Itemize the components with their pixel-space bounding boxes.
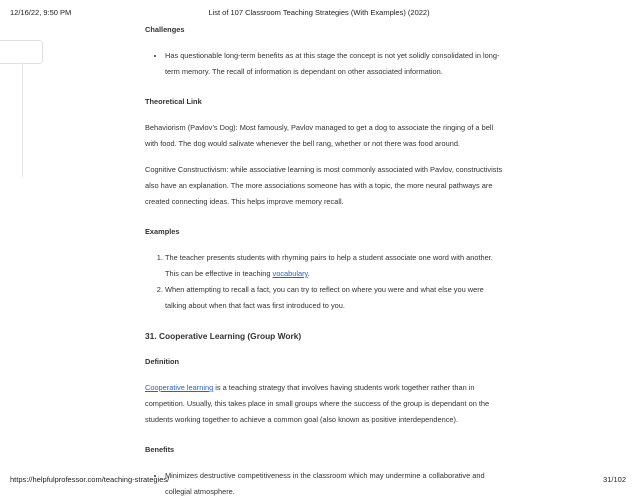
- definition-text: is a teaching strategy that involves having students work together rather than in competition. Usually, this takes place in small groups where the success of the group is dependant on the students working together to achieve a common goal (also known as positive interdependence).: [145, 383, 490, 424]
- section-title: 31. Cooperative Learning (Group Work): [145, 331, 302, 341]
- examples-list: [145, 250, 505, 314]
- benefits-heading: Benefits: [145, 445, 175, 454]
- theory-paragraph: Cognitive Constructivism: while associative learning is most commonly associated with Pavlov, constructivists also have an explanation. The more associations someone has with a topic, the more neural pathways are created connecting ideas. This helps improve memory recall.: [145, 165, 503, 206]
- theory-heading: Theoretical Link: [145, 97, 202, 106]
- sidebar-divider: [22, 62, 23, 177]
- print-url: https://helpfulprofessor.com/teaching-strategies/: [10, 475, 170, 484]
- article-content: [145, 22, 505, 500]
- definition-heading: Definition: [145, 357, 180, 366]
- examples-heading: Examples: [145, 227, 180, 236]
- example-text: The teacher presents students with rhyming pairs to help a student associate one word with another. This can be effective in teaching: [165, 253, 493, 278]
- definition-paragraph: [145, 380, 505, 428]
- example-item: [165, 250, 505, 282]
- cooperative-learning-link[interactable]: Cooperative learning: [145, 383, 214, 392]
- print-page-title: List of 107 Classroom Teaching Strategies (With Examples) (2022): [208, 8, 430, 17]
- example-item: 2. When attempting to recall a fact, you can try to reflect on where you were and what else you were talking about when that fact was first introduced to you.: [165, 282, 505, 314]
- print-datetime: 12/16/22, 9:50 PM: [10, 8, 72, 17]
- benefits-item: • Minimizes destructive competitiveness in the classroom which may undermine a collaborative and collegial atmosphere.: [165, 468, 505, 500]
- print-header: [0, 6, 638, 20]
- vocabulary-link[interactable]: vocabulary: [272, 269, 308, 278]
- example-text-end: .: [307, 269, 310, 278]
- challenges-heading: Challenges: [145, 25, 185, 34]
- challenges-item: • Has questionable long-term benefits as at this stage the concept is not yet solidly consolidated in long-term memory. The recall of information is dependant on other associated information.: [165, 48, 505, 80]
- page-number: 31/102: [603, 475, 626, 484]
- print-footer: [0, 473, 638, 487]
- theory-paragraph: Behaviorism (Pavlov’s Dog): Most famously, Pavlov managed to get a dog to associate the ringing of a bell with food. The dog would salivate whenever the bell rang, whether or not there was food around.: [145, 123, 494, 148]
- sidebar-box: [0, 40, 43, 64]
- challenges-list: [145, 48, 505, 80]
